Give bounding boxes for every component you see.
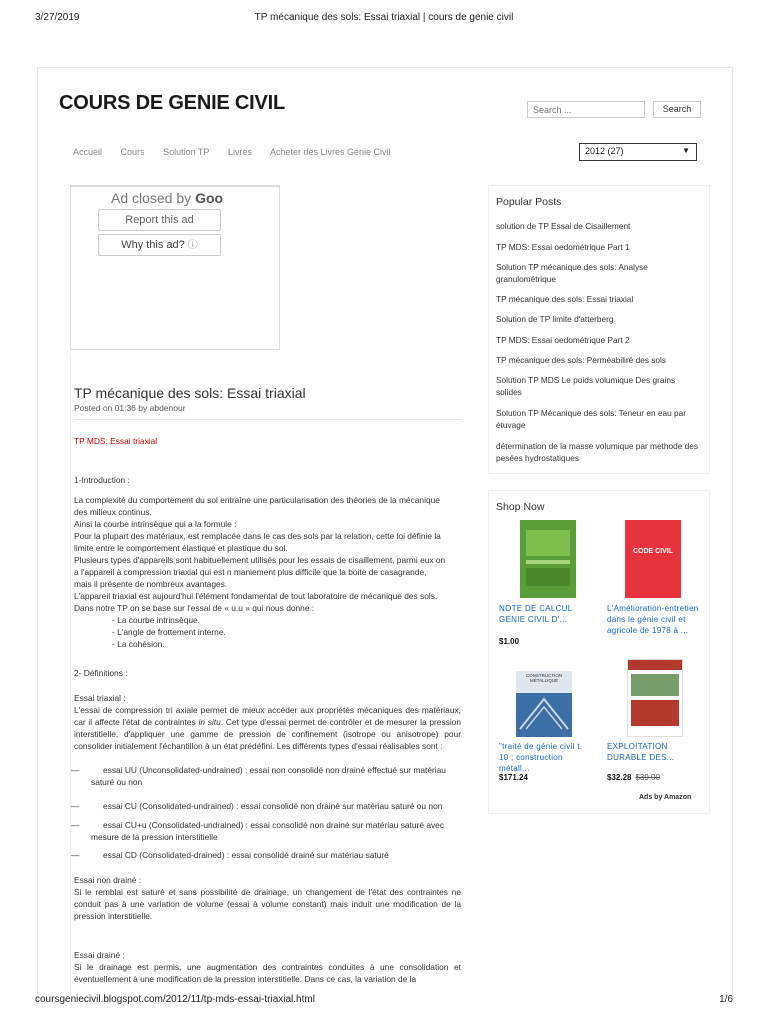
nav-item-solution-tp[interactable]: Solution TP (163, 147, 210, 157)
popular-post-link[interactable]: TP MDS: Essai oedométrique Part 1 (496, 242, 630, 252)
print-title: TP mécanique des sols: Essai triaxial | cours de genie civil (254, 12, 514, 23)
book-cover-art (520, 520, 576, 598)
intro-line: Pour la plupart des matériaux, est remplacée dans le cas des sols par la relation, cette loi définie la (74, 531, 441, 541)
post-divider (74, 419, 462, 420)
book-title-link[interactable]: L'Amélioration-entretien dans le génie civil et agricole de 1978 à ... (607, 604, 699, 635)
intro-list-item: - La courbe intrinsèque. (112, 615, 200, 625)
intro-heading: 1-Introduction : (74, 475, 130, 485)
intro-line: Plusieurs types d'appareils sont habituellement utilisés pour les essais de cisaillement, parmi eux on (74, 555, 446, 565)
intro-line: limite entre le comportement élastique et plastique du sol. (74, 543, 288, 553)
popular-post-link[interactable]: Solution TP mécanique des sols: Analyse granulométrique (496, 262, 648, 284)
why-this-ad-button[interactable]: Why this ad? ⓘ (98, 234, 221, 256)
intro-list-item: - L'angle de frottement interne. (112, 627, 226, 637)
popular-post-link[interactable]: solution de TP Essai de Cisaillement (496, 221, 631, 231)
popular-post-link[interactable]: Solution TP Mécanique des sols: Teneur en eau par étuvage (496, 408, 687, 430)
book-cover-image[interactable] (627, 659, 683, 737)
triaxial-heading: Essai triaxial : (74, 693, 126, 703)
archive-select[interactable] (579, 143, 697, 161)
test-type-item: — essai UU (Unconsolidated-undrained) : essai non consolidé non drainé effectué sur matériau saturé ou non (71, 765, 446, 787)
ads-by-amazon-link[interactable]: Ads by Amazon (639, 794, 692, 801)
popular-post-link[interactable]: Solution de TP limite d'atterberg (496, 314, 614, 324)
popular-posts-title: Popular Posts (496, 196, 562, 208)
popular-post-link[interactable]: TP MDS: Essai oedométrique Part 2 (496, 335, 630, 345)
shop-title: Shop Now (496, 501, 545, 513)
book-price: $32.28 $39.00 (607, 773, 660, 782)
book-cover-text: CONSTRUCTION MÉTALLIQUE (525, 673, 563, 683)
intro-line: des milieux continus. (74, 507, 152, 517)
popular-posts-widget (488, 185, 710, 474)
nav-item-cours[interactable]: Cours (120, 147, 145, 157)
info-icon: ⓘ (187, 240, 198, 251)
triaxial-paragraph: L'essai de compression tri axiale permet de mieux accéder aux propriétés mécaniques des matériaux, car il affecte l'état de contraintes in situ. Cet type d'essai permet de contrôler et de mesurer la pression interstitielle, d'appliquer une gamme de pression de confinement (isotrope ou anisotrope) pour consolider initialement l'échantillon à un état prédéfini. Les différents types d'essai réalisables sont : (74, 705, 461, 751)
book-cover-art (516, 659, 572, 737)
shop-now-widget (488, 490, 710, 814)
ad-box (70, 185, 280, 350)
book-price: $171.24 (499, 773, 528, 782)
book-cover-image[interactable] (520, 520, 576, 598)
popular-post-link[interactable]: détermination de la masse volumique par methode des pesées hydrostatiques (496, 441, 699, 463)
intro-line: a l'appareil à compression triaxial qui est n maniement plus difficile que la boite de casagrande, (74, 567, 427, 577)
intro-line: Dans notre TP on se base sur l'essai de « u.u » qui nous donne : (74, 603, 315, 613)
nav-item-accueil[interactable]: Accueil (73, 147, 103, 157)
print-date: 3/27/2019 (35, 12, 80, 23)
definitions-heading: 2- Définitions : (74, 668, 128, 678)
test-type-item: — essai CU+u (Consolidated-undrained) : essai consolidé non drainé sur matériau saturé avec mesure de la pression interstitielle (71, 820, 445, 842)
intro-list-item: - La cohésion. (112, 639, 165, 649)
popular-post-link[interactable]: TP mécanique des sols: Perméabiliré des sols (496, 355, 667, 365)
intro-line: mais il présente de nombreux avantages. (74, 579, 228, 589)
post-meta: Posted on 01:36 by abdenour (74, 403, 186, 413)
test-type-item: — essai CD (Consolidated-drained) : essai consolidé drainé sur matériau saturé (71, 850, 389, 860)
search-button[interactable]: Search (653, 101, 701, 118)
undrained-heading: Essai non drainé : (74, 875, 142, 885)
popular-post-link[interactable]: Solution TP MDS Le poids volumique Des grains solides (496, 375, 676, 397)
site-title[interactable]: COURS DE GENIE CIVIL (59, 92, 286, 114)
drained-paragraph: Si le drainage est permis, une augmentation des contraintes conduites à une consolidation et éventuellement à une modification de la pression interstitielle. Dans ce cas, la variation de la (74, 962, 461, 984)
print-header (0, 12, 768, 28)
post-label-link[interactable]: TP MDS: Essai triaxial (74, 436, 158, 446)
book-cover-art (628, 660, 682, 736)
popular-post-link[interactable]: TP mécanique des sols: Essai triaxial (496, 294, 634, 304)
ad-brand: Goo (195, 190, 224, 206)
book-cover-image[interactable] (516, 659, 572, 737)
book-price: $1.00 (499, 637, 520, 646)
print-url: coursgeniecivil.blogspot.com/2012/11/tp-mds-essai-triaxial.html (35, 994, 315, 1005)
chevron-down-icon: ▼ (682, 146, 690, 155)
nav-item-acheter-livres[interactable]: Acheter des Livres Génie Civil (269, 147, 391, 157)
intro-line: Ainsi la courbe intrinsèque qui a la formule : (74, 519, 237, 529)
search-input[interactable] (527, 101, 645, 118)
archive-selected-value: 2012 (27) (585, 146, 624, 156)
print-page-number: 1/6 (719, 994, 733, 1005)
main-nav (73, 147, 407, 157)
ad-closed-text: Ad closed by Goo (111, 190, 224, 206)
book-cover-image[interactable] (625, 520, 681, 598)
book-title-link[interactable]: NOTE DE CALCUL GENIE CIVIL D'... (499, 604, 573, 624)
nav-item-livres[interactable]: Livres (227, 147, 252, 157)
test-type-item: — essai CU (Consolidated-undrained) : essai consolidé non drainé sur matériau saturé ou non (71, 801, 443, 811)
book-title-link[interactable]: EXPLOITATION DURABLE DES... (607, 742, 675, 762)
undrained-paragraph: Si le remblai est saturé et sans possibilité de drainage, un changement de l'état des contraintes ne conduit pas à une variation de volume (essai à volume constant) mais induit une modification de la pression interstitielle. (74, 887, 461, 921)
intro-line: La complexité du comportement du sol entraîne une particularisation des théories de la mécanique (74, 495, 440, 505)
report-ad-button[interactable]: Report this ad (98, 209, 221, 231)
print-footer (0, 994, 768, 1010)
intro-line: L'appareil triaxial est aujourd'hui l'élément fondamental de tout laboratoire de mécanique des sols. (74, 591, 438, 601)
drained-heading: Essai drainé : (74, 950, 125, 960)
book-title-link[interactable]: "traité de génie civil t. 10 ; construction métall... (499, 742, 583, 773)
post-area (70, 355, 463, 995)
book-cover-text: CODE CIVIL (632, 548, 674, 555)
post-title[interactable]: TP mécanique des sols: Essai triaxial (74, 385, 306, 401)
